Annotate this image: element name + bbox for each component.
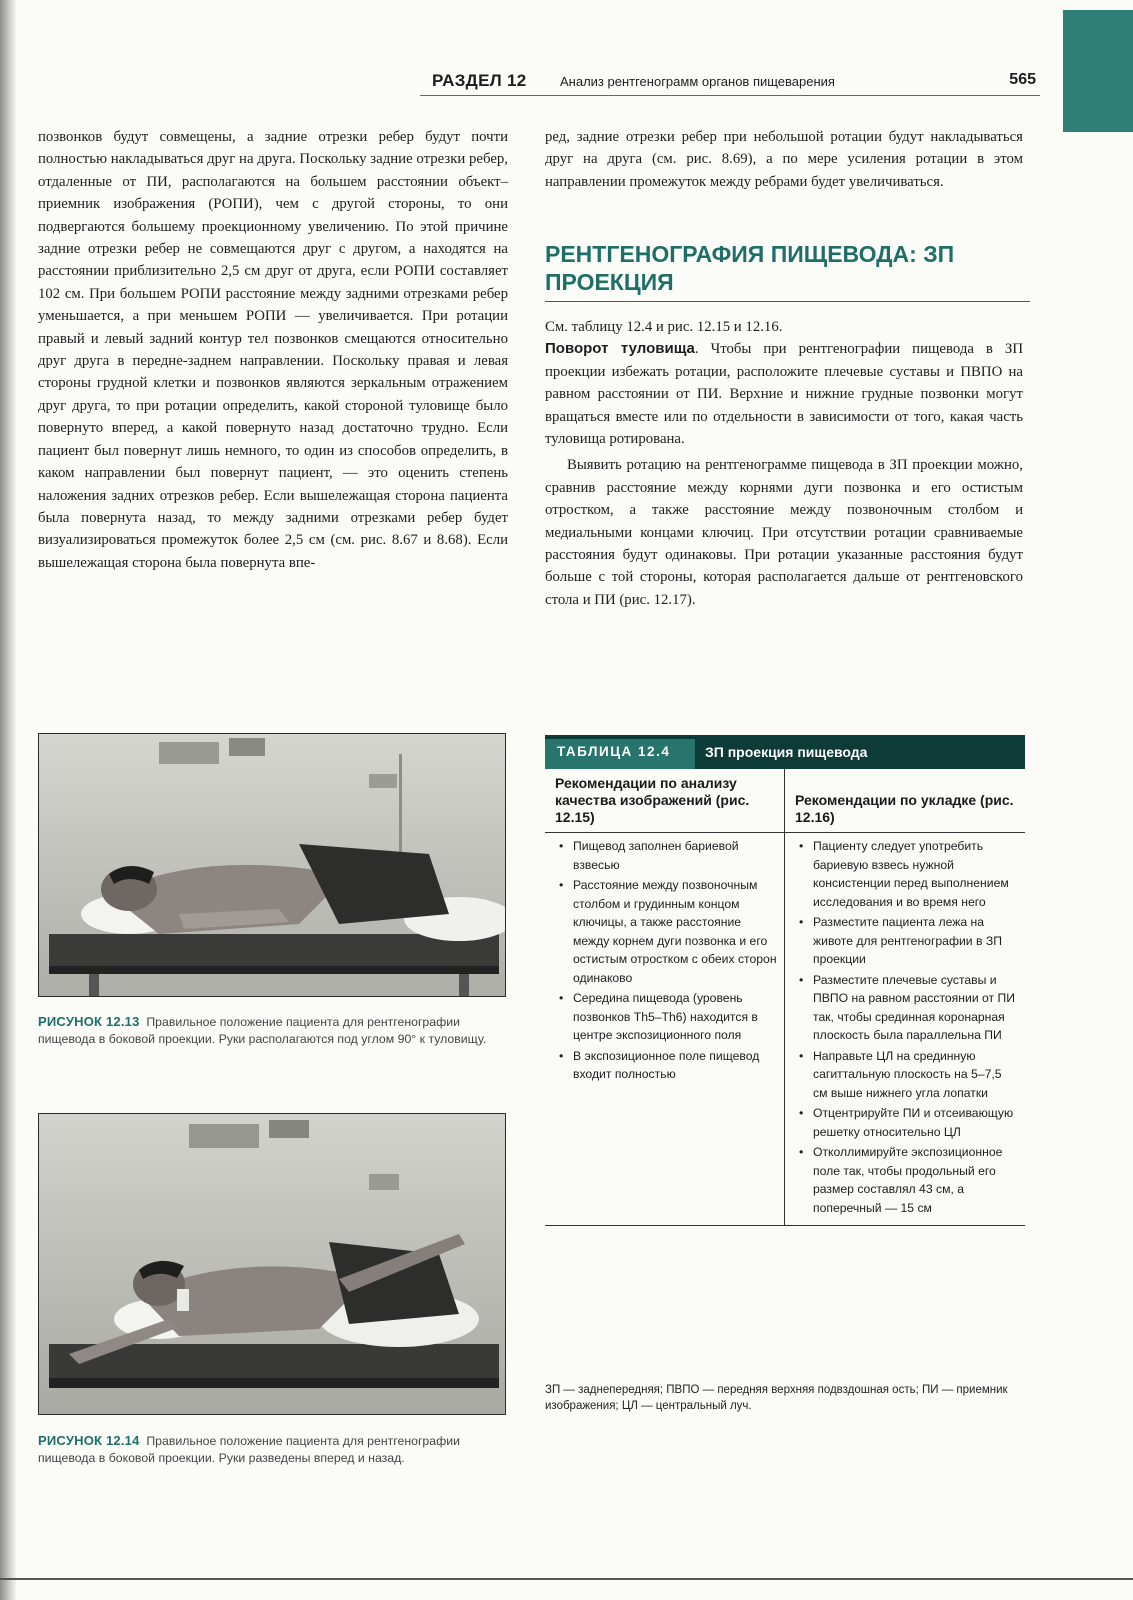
header-rule: [420, 95, 1040, 96]
figure-12-14-text: Правильное положение пациента для рентгенографии пищевода в боковой проекции. Руки разведены вперед и назад.: [38, 1434, 460, 1465]
run-in-label: Поворот туловища: [545, 340, 695, 358]
page-bottom-line: [0, 1578, 1133, 1580]
patient-photo-2: [39, 1114, 505, 1414]
table-footnote: ЗП — заднепередняя; ПВПО — передняя верхняя подвздошная ость; ПИ — приемник изображения; ЦЛ — центральный луч.: [545, 1384, 1008, 1412]
table-col1-item: • В экспозиционное поле пищевод входит полностью: [555, 1047, 778, 1084]
right-paragraph-top: ред, задние отрезки ребер при небольшой ротации будут накладываться друг на друга (см. рис. 8.69), а по мере усиления ротации в этом направлении промежуток между ребрами будет увеличиваться.: [545, 129, 1023, 190]
rotation-detection-paragraph: Выявить ротацию на рентгенограмме пищевода в ЗП проекции можно, сравнив расстояние между корнями дуги позвонка и его остистым отростком, а также расстояние между позвоночным столбом и медиальными концами ключиц. При отсутствии ротации сравниваемые расстояния будут одинаковы. При ротации указанные расстояния будут больше с той стороны, которая располагается дальше от рентгеновского стола и ПИ (рис. 12.17).: [545, 457, 1023, 608]
table-col2-item: • Разместите пациента лежа на животе для рентгенографии в ЗП проекции: [795, 913, 1019, 969]
see-reference: См. таблицу 12.4 и рис. 12.15 и 12.16.: [545, 319, 783, 335]
table-col2-item: • Пациенту следует употребить бариевую взвесь нужной консистенции перед выполнением исследования и во время него: [795, 837, 1019, 911]
figure-12-13-label: РИСУНОК 12.13: [38, 1014, 140, 1029]
figure-12-13-photo: [38, 733, 506, 997]
table-number: ТАБЛИЦА 12.4: [557, 744, 671, 759]
table-col1-header: Рекомендации по анализу качества изображений (рис. 12.15): [545, 769, 785, 832]
table-col2-item: • Разместите плечевые суставы и ПВПО на равном расстоянии от ПИ так, чтобы срединная коронарная плоскость была параллельна ПИ: [795, 971, 1019, 1045]
header-section: РАЗДЕЛ 12: [432, 71, 527, 90]
figure-12-14-caption: [38, 1432, 516, 1467]
table-col2: [785, 833, 1025, 1225]
table-column-headers: [545, 769, 1025, 833]
page-number: 565: [1009, 71, 1036, 88]
patient-photo-1: [39, 734, 505, 996]
figure-12-14-label: РИСУНОК 12.14: [38, 1433, 140, 1448]
table-col2-item: • Отцентрируйте ПИ и отсеивающую решетку относительно ЦЛ: [795, 1104, 1019, 1141]
table-12-4: [545, 735, 1025, 1226]
figure-12-14-photo: [38, 1113, 506, 1415]
table-col2-header: Рекомендации по укладке (рис. 12.16): [795, 792, 1014, 825]
chapter-tab: [1063, 10, 1133, 132]
table-col2-item: • Отколлимируйте экспозиционное поле так, чтобы продольный его размер составлял 43 см, а поперечный — 15 см: [795, 1143, 1019, 1217]
section-body: [545, 316, 1023, 611]
table-col1-item: • Середина пищевода (уровень позвонков Th5–Th6) находится в центре экспозиционного поля: [555, 989, 778, 1045]
section-heading: РЕНТГЕНОГРАФИЯ ПИЩЕВОДА: ЗП ПРОЕКЦИЯ: [545, 240, 1030, 302]
rotation-text: . Чтобы при рентгенографии пищевода в ЗП проекции избежать ротации, расположите плечевые суставы и ПВПО на равном расстоянии от ПИ. Верхние и нижние грудные позвонки могут вращаться вместе или по отдельности в зависимости от того, какая часть туловища ротирована.: [545, 341, 1024, 448]
running-header: [420, 67, 1040, 97]
table-col1-item: • Пищевод заполнен бариевой взвесью: [555, 837, 778, 874]
left-paragraph: позвонков будут совмещены, а задние отрезки ребер будут почти полностью накладываться друг на друга. Поскольку задние отрезки ребер, отдаленные от ПИ, располагаются на большем расстоянии объект–приемник изображения (РОПИ), чем с другой стороны, то они подвергаются большему проекционному увеличению. По этой причине задние отрезки ребер не совмещаются друг с другом, а находятся на расстоянии приблизительно 2,5 см друг от друга, если РОПИ составляет 102 см. При большем РОПИ расстояние между задними отрезками ребер уменьшается, а при меньшем РОПИ — увеличивается. При ротации правый и левый задний контур тел позвонков смещаются относительно друг друга в передне-заднем направлении. Поскольку правая и левая стороны грудной клетки и позвонков являются зеркальным отражением друг друга, то при ротации определить, какой стороной туловище было повернуто вперед, а какой повернуто назад достаточно трудно. Если пациент был повернут лишь немного, то один из способов определить, в каком направлении был повернут пациент, — это оценить степень наложения задних отрезков ребер. Если вышележащая сторона пациента была повернута назад, то между задними отрезками ребер будет визуализироваться промежуток более 2,5 см (см. рис. 8.67 и 8.68). Если вышележащая сторона была повернута впе-: [38, 129, 508, 571]
figure-12-13-text: Правильное положение пациента для рентгенографии пищевода в боковой проекции. Руки располагаются под углом 90° к туловищу.: [38, 1015, 487, 1046]
figure-12-13-caption: [38, 1013, 516, 1048]
table-body: [545, 833, 1025, 1226]
table-col1-item: • Расстояние между позвоночным столбом и грудинным концом ключицы, а также расстояние между корнем дуги позвонка и его остистым отростком с обеих сторон одинаково: [555, 876, 778, 987]
table-title: ЗП проекция пищевода: [695, 739, 1025, 769]
book-spine-shadow: [0, 0, 16, 1600]
header-title: Анализ рентгенограмм органов пищеварения: [560, 74, 835, 89]
table-col1: [545, 833, 785, 1225]
table-col2-item: • Направьте ЦЛ на срединную сагиттальную плоскость на 5–7,5 см выше нижнего угла лопатки: [795, 1047, 1019, 1103]
table-header-bar: [545, 735, 1025, 769]
rotation-paragraph: [545, 338, 1023, 450]
left-column-text: [38, 126, 508, 574]
right-column-text: [545, 126, 1023, 193]
